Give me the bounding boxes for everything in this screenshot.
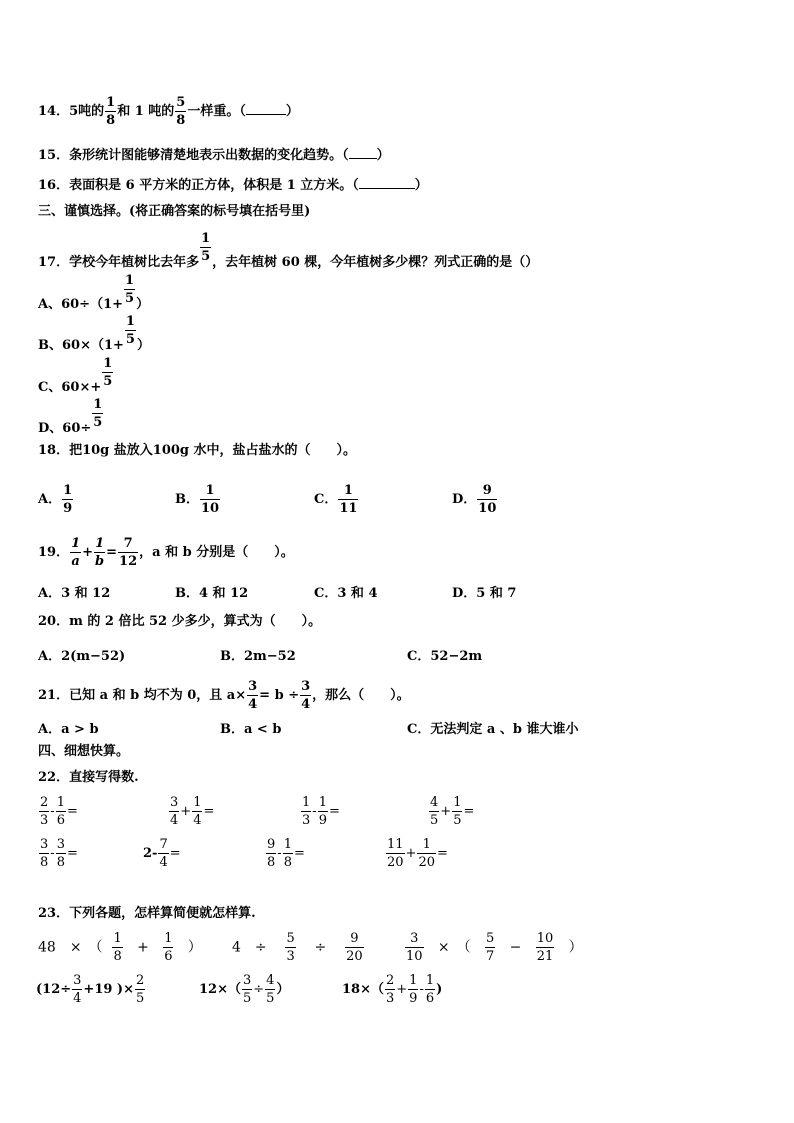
q16-text: 16．表面积是 6 平方米的正方体，体积是 1 立方米。（ — [38, 178, 359, 193]
answer-blank[interactable] — [246, 102, 286, 115]
fraction: $\frac{1}{11}$ — [339, 483, 358, 516]
option-d[interactable] — [452, 484, 498, 515]
q14-close: ） — [285, 104, 299, 119]
fraction: $\frac{1}{b}$ — [95, 536, 105, 569]
section-heading: 四、细想快算。 — [38, 744, 130, 759]
option-a[interactable]: A．3 和 12 — [38, 586, 111, 601]
fraction: $\frac{3}{4}$ — [301, 679, 311, 712]
option-a[interactable] — [38, 274, 149, 314]
option-b[interactable]: B．2m−52 — [220, 649, 296, 664]
option-label: C、60×+ — [38, 380, 102, 395]
question-22: 22．直接写得数. — [38, 770, 139, 785]
question-20: 20．m 的 2 倍比 52 少多少，算式为（ ）。 — [38, 614, 322, 629]
option-d[interactable]: D．5 和 7 — [452, 586, 517, 601]
option-label: C． — [314, 492, 338, 507]
q21-mid: = b ÷ — [259, 688, 300, 703]
expression: $\frac{3}{4}$ + $\frac{1}{4}$ = — [170, 795, 215, 828]
expression: $\frac{3}{10}$ × （ $\frac{5}{7}$ − $\frac{10}{21}$ ） — [406, 931, 583, 964]
q15-text: 15．条形统计图能够清楚地表示出数据的变化趋势。（ — [38, 148, 349, 163]
fraction: $\frac{1}{9}$ — [63, 483, 73, 516]
expression: $\frac{3}{8}$ - $\frac{3}{8}$ = — [40, 837, 78, 870]
operator: = — [106, 545, 118, 560]
option-label: A． — [38, 492, 62, 507]
q14-prefix: 14．5吨的 — [38, 104, 105, 119]
question-23: 23．下列各题，怎样算简便就怎样算. — [38, 906, 256, 921]
option-a[interactable]: A．a > b — [38, 722, 99, 737]
expression: $\frac{11}{20}$ + $\frac{1}{20}$ = — [387, 837, 448, 870]
answer-blank[interactable] — [359, 176, 415, 189]
q14-post: 一样重。（ — [187, 104, 246, 119]
fraction: $\frac{1}{5}$ — [125, 314, 135, 347]
fraction: $\frac{1}{5}$ — [125, 273, 135, 306]
question-15 — [38, 146, 390, 165]
q17-post: ，去年植树 60 棵，今年植树多少棵？列式正确的是（） — [212, 255, 539, 270]
expression: $\frac{1}{3}$ - $\frac{1}{9}$ = — [302, 795, 340, 828]
question-14 — [38, 96, 299, 127]
expression: 12×（ $\frac{3}{5}$ ÷ $\frac{4}{5}$ ） — [199, 973, 290, 1006]
question-17 — [38, 232, 538, 272]
option-a[interactable] — [38, 484, 74, 515]
option-close: ） — [136, 338, 150, 353]
fraction: $\frac{1}{a}$ — [71, 536, 81, 569]
fraction: $\frac{1}{5}$ — [93, 397, 103, 430]
option-label: A、60÷（1+ — [38, 297, 124, 312]
option-close: ） — [136, 297, 150, 312]
q19-post: ，a 和 b 分别是（ ）。 — [139, 545, 294, 560]
expression: 2- $\frac{7}{4}$ = — [143, 837, 181, 870]
expression: $\frac{9}{8}$ - $\frac{1}{8}$ = — [267, 837, 305, 870]
expression: $\frac{2}{3}$ - $\frac{1}{6}$ = — [40, 795, 78, 828]
option-c[interactable]: C．3 和 4 — [314, 586, 378, 601]
option-a[interactable]: A．2(m−52) — [38, 649, 126, 664]
answer-blank[interactable] — [349, 146, 377, 159]
fraction: $\frac{9}{10}$ — [478, 483, 497, 516]
fraction: $\frac{1}{8}$ — [106, 95, 116, 128]
expression: 4 ÷ $\frac{5}{3}$ ÷ $\frac{9}{20}$ — [232, 931, 363, 964]
question-number: 19． — [38, 545, 70, 560]
section-heading: 三、谨慎选择。(将正确答案的标号填在括号里) — [38, 204, 311, 219]
option-c[interactable]: C．52−2m — [407, 649, 483, 664]
option-label: B． — [175, 492, 199, 507]
fraction: $\frac{5}{8}$ — [176, 95, 186, 128]
option-b[interactable] — [175, 484, 221, 515]
option-b[interactable]: B．4 和 12 — [175, 586, 249, 601]
q15-close: ） — [376, 148, 390, 163]
question-18: 18．把10g 盐放入100g 水中，盐占盐水的（ ）。 — [38, 443, 357, 458]
option-c[interactable] — [314, 484, 359, 515]
option-c[interactable]: C．无法判定 a 、b 谁大谁小 — [407, 722, 579, 737]
q21-prefix: 21．已知 a 和 b 均不为 0，且 a× — [38, 688, 247, 703]
option-d[interactable] — [38, 398, 104, 438]
option-b[interactable] — [38, 315, 150, 355]
question-21 — [38, 680, 410, 711]
option-label: D、60÷ — [38, 421, 92, 436]
q17-prefix: 17．学校今年植树比去年多 — [38, 255, 200, 270]
question-19 — [38, 537, 294, 568]
option-label: D． — [452, 492, 477, 507]
option-c[interactable] — [38, 357, 114, 397]
option-b[interactable]: B．a < b — [220, 722, 282, 737]
operator: + — [82, 545, 94, 560]
fraction: $\frac{1}{5}$ — [103, 356, 113, 389]
expression: $\frac{4}{5}$ + $\frac{1}{5}$ = — [430, 795, 475, 828]
expression: 48 × （ $\frac{1}{8}$ + $\frac{1}{6}$ ） — [38, 931, 202, 964]
fraction: $\frac{3}{4}$ — [248, 679, 258, 712]
q14-mid: 和 1 吨的 — [117, 104, 175, 119]
fraction: $\frac{7}{12}$ — [119, 536, 138, 569]
question-16 — [38, 176, 428, 195]
expression: (12÷ $\frac{3}{4}$ +19 )× $\frac{2}{5}$ — [36, 973, 145, 1006]
fraction: $\frac{1}{5}$ — [201, 231, 211, 264]
option-label: B、60×（1+ — [38, 338, 124, 353]
q21-post: ，那么（ ）。 — [312, 688, 410, 703]
fraction: $\frac{1}{10}$ — [201, 483, 220, 516]
q16-close: ） — [414, 178, 428, 193]
expression: 18×（ $\frac{2}{3}$ + $\frac{1}{9}$ - $\frac{1}{6}$ ) — [342, 973, 443, 1006]
